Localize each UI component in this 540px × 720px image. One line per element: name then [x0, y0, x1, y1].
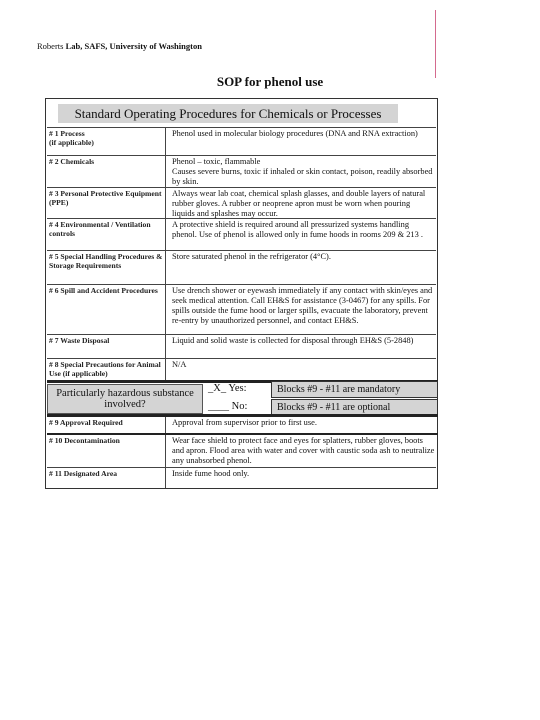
row-value: Phenol – toxic, flammable Causes severe burns, toxic if inhaled or skin contact, poison, readily absorbed by skin. — [172, 157, 433, 186]
row-value: Approval from supervisor prior to first use. — [172, 418, 317, 427]
row-value: Phenol used in molecular biology procedures (DNA and RNA extraction) — [172, 129, 418, 138]
row-label: # 7 Waste Disposal — [49, 336, 110, 345]
table-row — [47, 334, 436, 359]
row-label: # 4 Environmental / Ventilation controls — [49, 220, 151, 238]
table-row — [47, 250, 436, 285]
table-row — [47, 155, 436, 188]
hazard-yes-label: _X_ Yes: — [208, 383, 247, 394]
hazard-question: Particularly hazardous substance involved? — [47, 384, 203, 414]
row-label: # 3 Personal Protective Equipment (PPE) — [49, 189, 162, 207]
table-row — [47, 358, 436, 382]
table-title: Standard Operating Procedures for Chemicals or Processes — [58, 104, 398, 123]
row-value: N/A — [172, 360, 187, 369]
row-label: # 2 Chemicals — [49, 157, 95, 166]
row-value: Always wear lab coat, chemical splash glasses, and double layers of natural rubber gloves. A rubber or neoprene apron must be worn when pouring liquids and splashes may occur. — [172, 189, 426, 218]
optional-note: Blocks #9 - #11 are optional — [271, 399, 438, 416]
row-value: Inside fume hood only. — [172, 469, 250, 478]
mandatory-note: Blocks #9 - #11 are mandatory — [271, 381, 438, 398]
table-row — [47, 218, 436, 251]
hazard-no-label: ____ No: — [208, 401, 248, 412]
row-value: Wear face shield to protect face and eyes for splatters, rubber gloves, boots and apron. Flood area with water and cover with caustic soda ash to neutralize any unabsorbed phenol. — [172, 436, 435, 465]
row-label: # 9 Approval Required — [49, 418, 123, 427]
row-label: # 10 Decontamination — [49, 436, 120, 445]
row-label: # 1 Process (if applicable) — [49, 129, 94, 147]
row-value: A protective shield is required around all pressurized systems handling phenol. Use of phenol is allowed only in fume hoods in rooms 209 & 213 . — [172, 220, 423, 239]
page-title: SOP for phenol use — [216, 74, 324, 89]
row-label: # 5 Special Handling Procedures & Storage Requirements — [49, 252, 163, 270]
table-row — [47, 284, 436, 335]
row-value: Store saturated phenol in the refrigerator (4°C). — [172, 252, 331, 261]
row-label: # 8 Special Precautions for Animal Use (if applicable) — [49, 360, 161, 378]
table-row — [47, 127, 436, 156]
table-row — [47, 435, 436, 467]
row-label: # 11 Designated Area — [49, 469, 117, 478]
table-row — [47, 417, 436, 434]
row-value: Use drench shower or eyewash immediately if any contact with skin/eyes and seek medical attention. Call EH&S for assistance (3-0467) for any spills. For spills outside the fume hood or larger spills, evacuate the laboratory, prevent re-entry by unauthorized personnel, and contact EH&S. — [172, 286, 433, 325]
lab-header — [37, 41, 202, 51]
row-value: Liquid and solid waste is collected for disposal through EH&S (5-2848) — [172, 336, 414, 345]
table-row — [47, 187, 436, 219]
lab-name: Lab, SAFS, University of Washington — [65, 41, 202, 51]
lab-prefix: Roberts — [37, 41, 66, 51]
row-label: # 6 Spill and Accident Procedures — [49, 286, 158, 295]
table-row — [47, 467, 436, 489]
margin-mark — [435, 10, 436, 78]
